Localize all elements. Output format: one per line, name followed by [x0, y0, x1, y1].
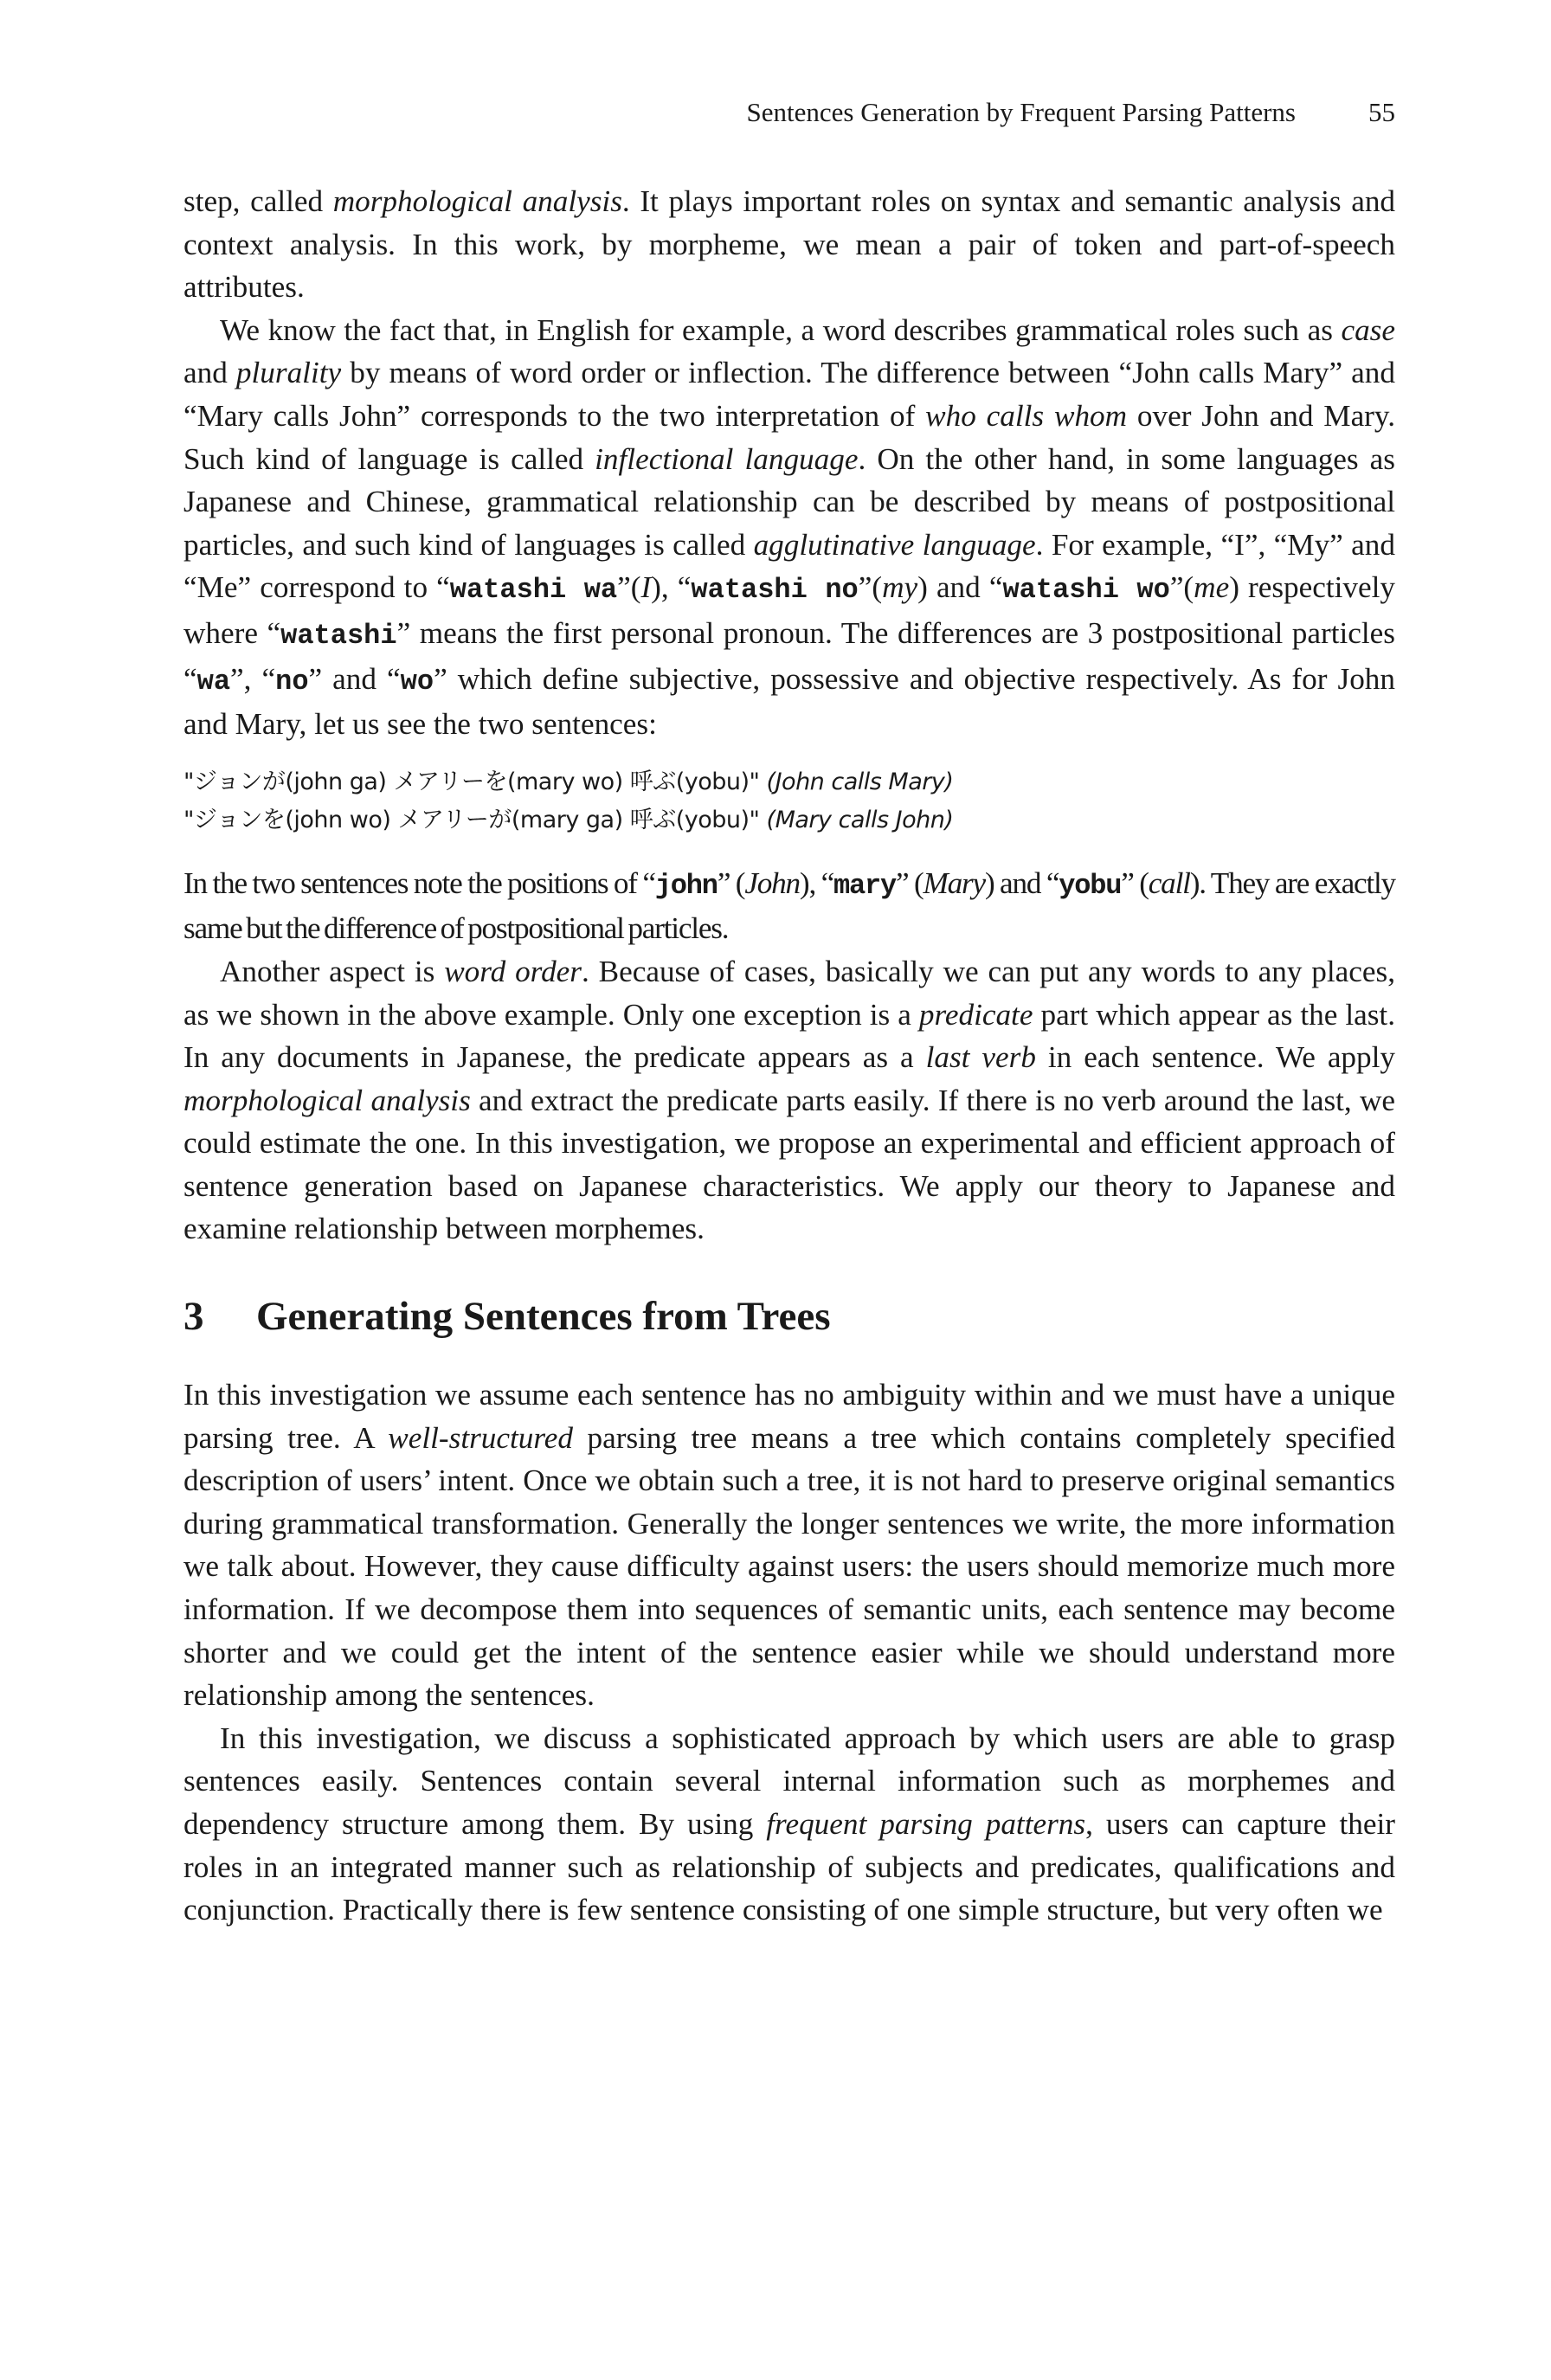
code-token: no	[275, 665, 309, 698]
text: in each sentence. We apply	[1035, 1040, 1395, 1075]
text: . It plays important roles on syntax and semantic analysis and context analysis. In this work, by morpheme, we mean a pair of token and part-of-speech attributes.	[183, 184, 1396, 305]
text: . On the other hand, in some languages as Japanese and Chinese, grammatical relationship can be described by means of postpositional particles, and such kind of languages is called	[183, 441, 1395, 562]
text: ). They are exactly same but the difference of postpositional particles.	[183, 865, 1395, 946]
emphasis: frequent parsing patterns	[766, 1807, 1086, 1841]
running-title: Sentences Generation by Frequent Parsing Patterns	[746, 97, 1296, 127]
emphasis: I	[640, 570, 652, 605]
text: over John and Mary. Such kind of language is called	[183, 398, 1396, 476]
running-header	[183, 97, 1395, 128]
text: ”(	[1169, 570, 1194, 605]
emphasis: agglutinative language	[753, 527, 1036, 562]
text: ), “	[651, 570, 692, 605]
emphasis: morphological analysis	[183, 1083, 471, 1117]
paragraph-3	[183, 862, 1395, 950]
text: and	[183, 356, 236, 390]
example-sentence-1	[183, 763, 1395, 801]
paragraph-4	[183, 950, 1395, 1251]
text: parsing tree means a tree which contains completely specified description of users’ intent. Once we obtain such a tree, it is not hard to preserve original semantics during grammatical transformation. Generally the longer sentences we write, the more information we talk about. However, they cause difficulty against users: the users should memorize much more information. If we decompose them into sequences of semantic units, each sentence may become shorter and we could get the intent of the sentence easier while we should understand more relationship among the sentences.	[183, 1420, 1395, 1713]
paragraph-2	[183, 309, 1395, 746]
code-token: wa	[196, 665, 231, 698]
paragraph-5	[183, 1373, 1395, 1717]
code-token: watashi no	[691, 574, 859, 607]
code-token: john	[654, 869, 718, 902]
emphasis: well-structured	[388, 1420, 573, 1455]
text: ” (	[896, 865, 924, 900]
text: ” and “	[308, 661, 401, 696]
example-japanese: "ジョンを(john wo) メアリーが(mary ga) 呼ぶ(yobu)"	[183, 806, 767, 833]
example-japanese: "ジョンが(john ga) メアリーを(mary wo) 呼ぶ(yobu)"	[183, 768, 767, 795]
emphasis: my	[882, 570, 918, 605]
code-token: watashi wo	[1002, 574, 1170, 607]
text: In this investigation we assume each sentence has no ambiguity within and we must have a unique parsing tree. A	[183, 1378, 1395, 1455]
example-sentences	[183, 763, 1395, 839]
text: ” (	[1121, 865, 1149, 900]
text: ) respectively where “	[183, 570, 1395, 650]
text: by means of word order or inflection. The difference between “John calls Mary” and “Mary calls John” corresponds to the two interpretation of	[183, 356, 1395, 433]
text: We know the fact that, in English for example, a word describes grammatical roles such as	[220, 312, 1342, 347]
text: ), “	[799, 865, 834, 900]
code-token: yobu	[1059, 869, 1122, 902]
paragraph-1	[183, 180, 1395, 309]
text: ) and “	[917, 570, 1003, 605]
section-heading	[183, 1292, 1395, 1341]
emphasis: last verb	[925, 1040, 1036, 1075]
text: ”(	[617, 570, 641, 605]
text: step, called	[183, 184, 333, 218]
text: . For example, “I”, “My” and “Me” correspond to “	[183, 527, 1395, 605]
text: and extract the predicate parts easily. If there is no verb around the last, we could estimate the one. In this investigation, we propose an experimental and efficient approach of sentence generation based on Japanese characteristics. We apply our theory to Japanese and examine relationship between morphemes.	[183, 1083, 1395, 1246]
code-token: mary	[833, 869, 897, 902]
emphasis: plurality	[235, 356, 342, 390]
text: ”, “	[230, 661, 276, 696]
text: ” which define subjective, possessive and objective respectively. As for John and Mary, let us see the two sentences:	[183, 661, 1395, 742]
text: ) and “	[984, 865, 1059, 900]
text: . Because of cases, basically we can put any words to any places, as we shown in the above example. Only one exception is a	[183, 954, 1395, 1032]
code-token: watashi wa	[449, 574, 618, 607]
example-sentence-2	[183, 801, 1395, 839]
text: , users can capture their roles in an integrated manner such as relationship of subjects and predicates, qualifications and conjunction. Practically there is few sentence consisting of one simple structure, but very often we	[183, 1807, 1395, 1927]
text: ” means the first personal pronoun. The differences are 3 postpositional particles “	[183, 615, 1395, 696]
emphasis: morphological analysis	[332, 184, 622, 218]
code-token: wo	[400, 665, 434, 698]
emphasis: predicate	[918, 997, 1033, 1032]
text: part which appear as the last. In any documents in Japanese, the predicate appears as a	[183, 997, 1395, 1075]
page-number: 55	[1368, 97, 1395, 127]
section-title: Generating Sentences from Trees	[256, 1294, 831, 1340]
text: In this investigation, we discuss a sophisticated approach by which users are able to grasp sentences easily. Sentences contain several internal information such as morphemes and dependency structure among them. By using	[183, 1721, 1395, 1841]
emphasis: who calls whom	[925, 398, 1128, 433]
emphasis: word order	[444, 954, 582, 988]
emphasis: me	[1194, 570, 1230, 605]
emphasis: John	[744, 865, 800, 900]
text: ” (	[717, 865, 745, 900]
emphasis: call	[1148, 865, 1190, 900]
body-text	[183, 180, 1395, 1932]
example-gloss: (Mary calls John)	[766, 806, 954, 833]
code-token: watashi	[280, 619, 397, 652]
emphasis: inflectional language	[595, 441, 859, 476]
paragraph-6	[183, 1717, 1395, 1932]
text: In the two sentences note the positions of “	[183, 865, 655, 900]
text: ”(	[858, 570, 883, 605]
section-number: 3	[183, 1294, 204, 1340]
text: Another aspect is	[220, 954, 445, 988]
example-gloss: (John calls Mary)	[766, 768, 954, 795]
emphasis: Mary	[923, 865, 985, 900]
emphasis: case	[1341, 312, 1395, 347]
